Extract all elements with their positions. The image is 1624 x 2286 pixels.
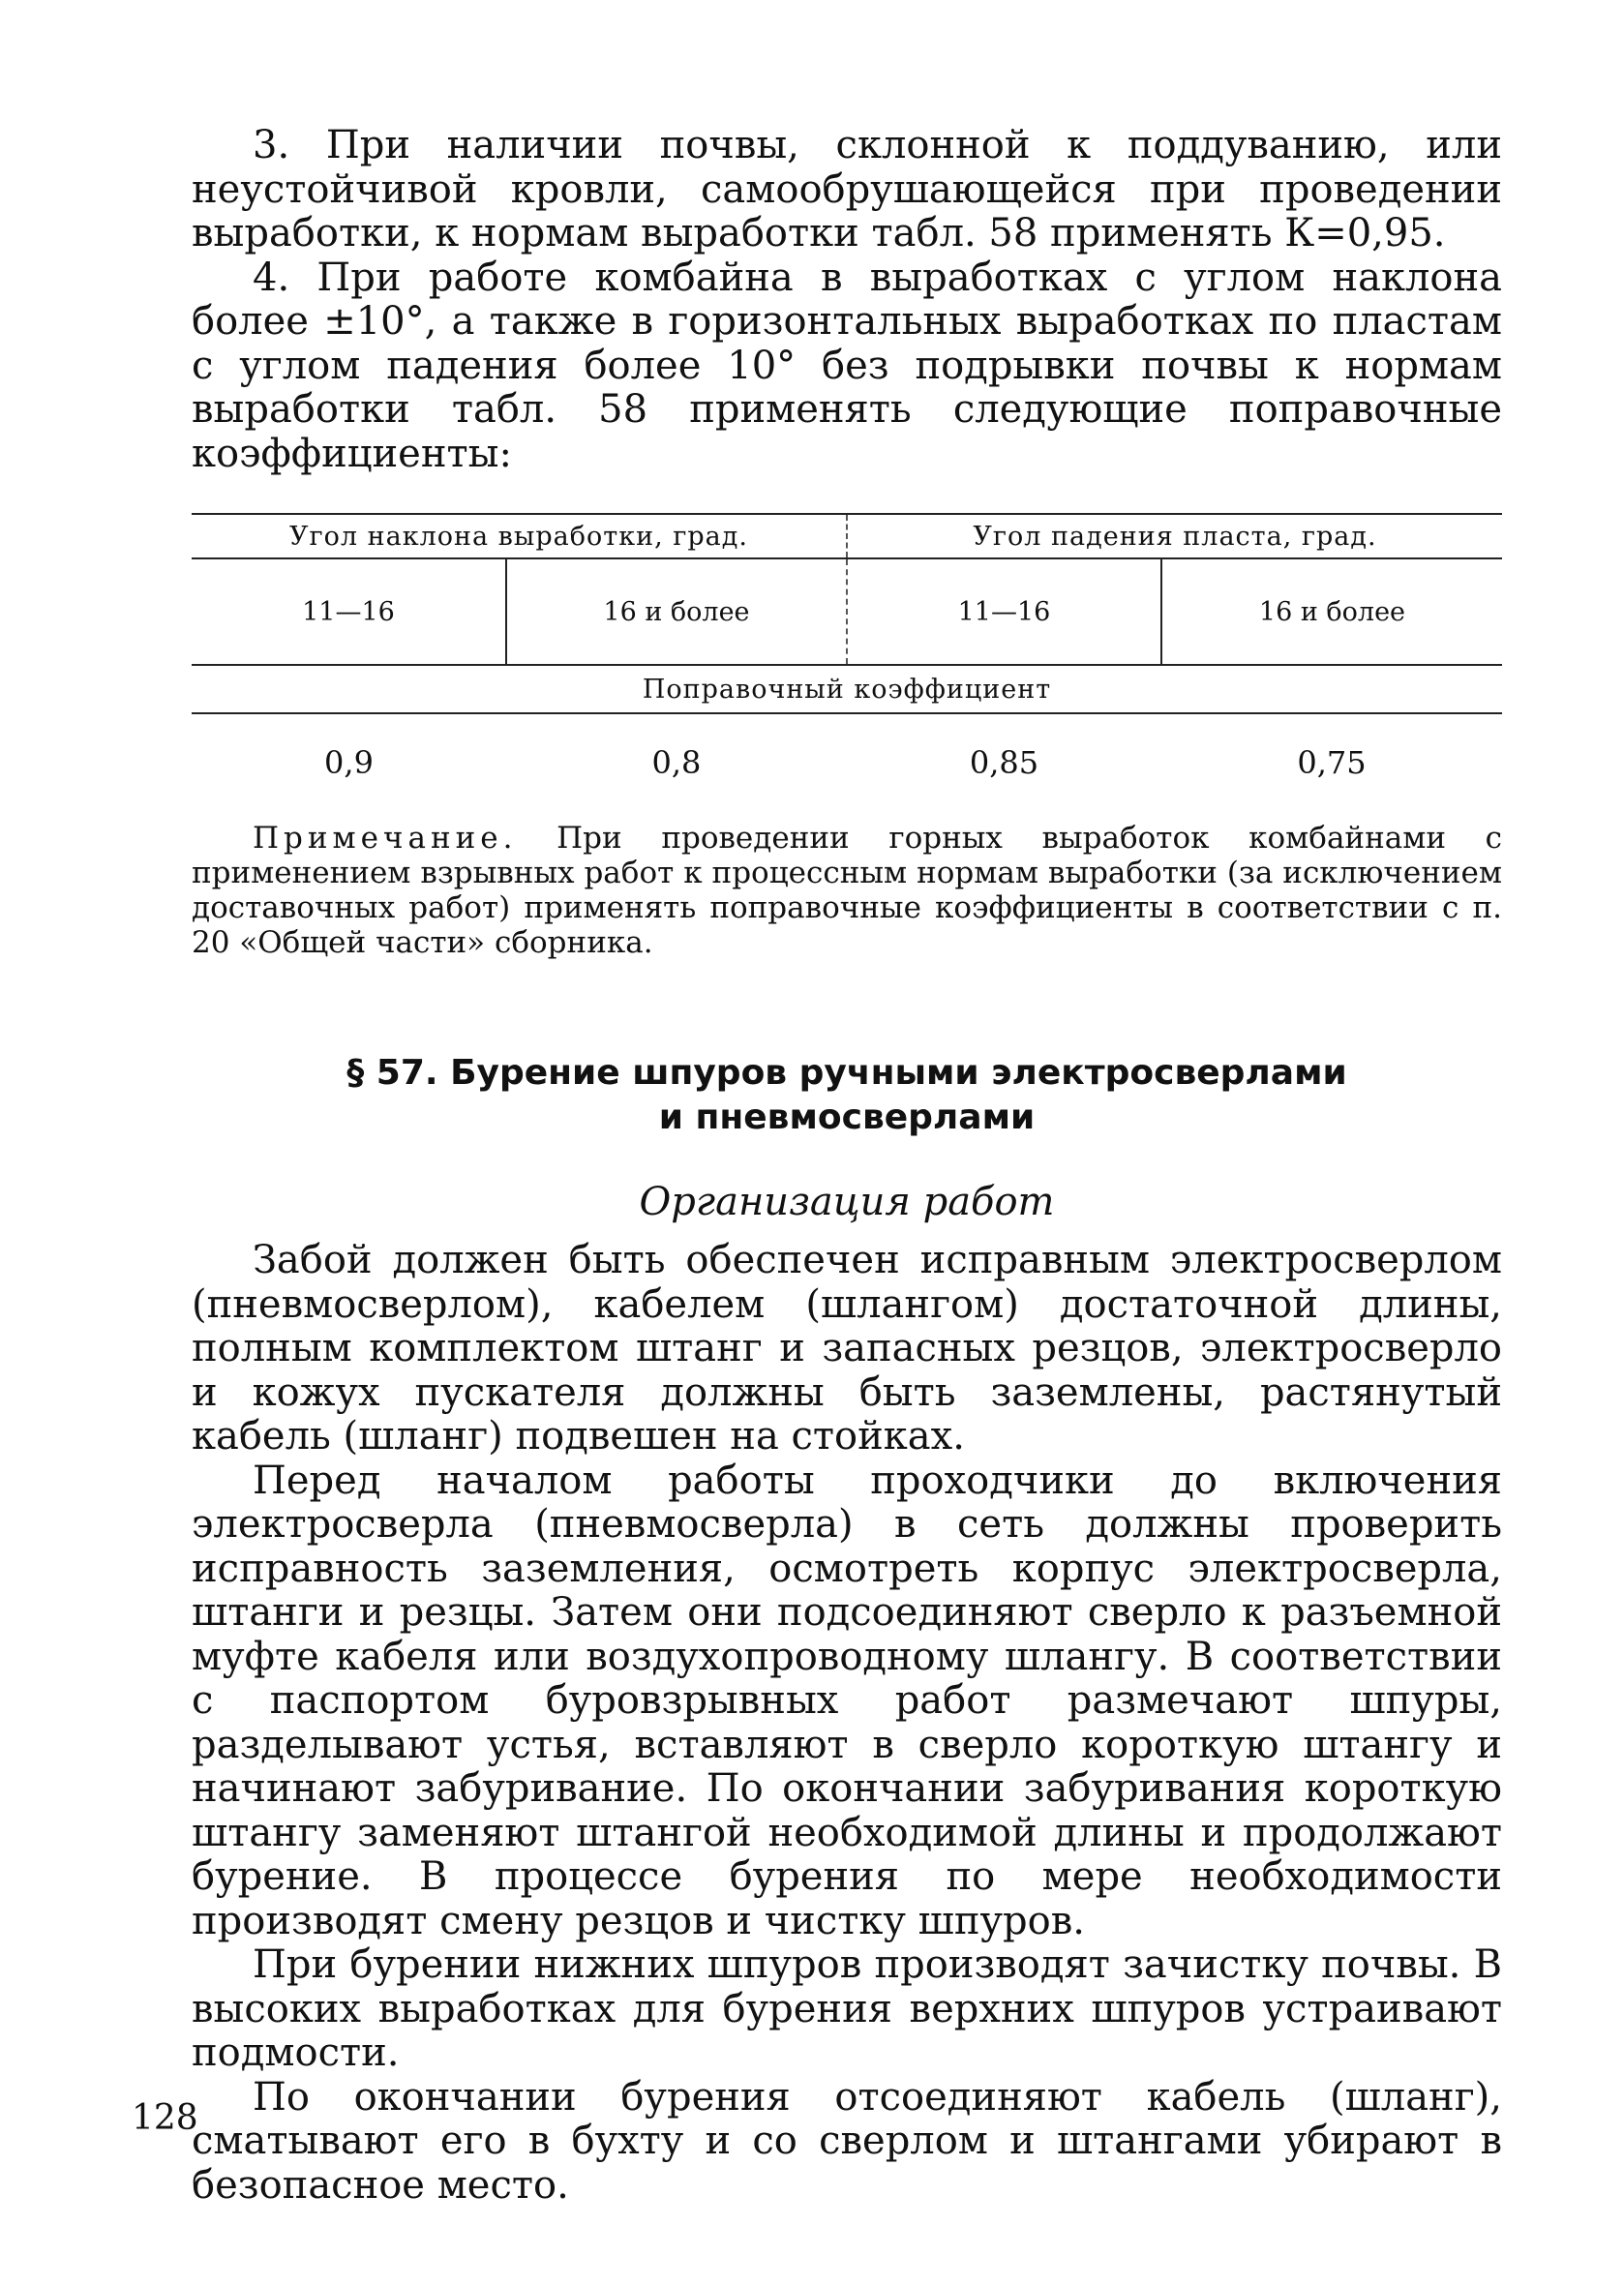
value-cell-1: 0,9 (324, 744, 374, 781)
header-working-angle: Угол наклона выработки, град. (192, 514, 847, 558)
table-coef-header-row (192, 665, 1502, 713)
range-cell-4: 16 и более (1161, 558, 1502, 665)
body-paragraph-3: При бурении нижних шпуров производят зачистку почвы. В высоких выработках для бурения верхних шпуров устраивают подмости. (192, 1942, 1502, 2075)
page-number: 128 (132, 2098, 198, 2138)
section-title (192, 1051, 1502, 1140)
paragraph-item-4: 4. При работе комбайна в выработках с углом наклона более ±10°, а также в горизонтальных выработках по пластам с углом падения более 10° без подрывки почвы к нормам выработки табл. 58 применять следующие поправочные коэффициенты: (192, 255, 1502, 476)
range-cell-3: 11—16 (847, 558, 1161, 665)
body-paragraph-2: Перед началом работы проходчики до включения электросверла (пневмосверла) в сеть должны проверить исправность заземления, осмотреть корпус электросверла, штанги и резцы. Затем они подсоединяют сверло к разъемной муфте кабеля или воздухопроводному шлангу. В соответствии с паспортом буровзрывных работ размечают шпуры, разделывают устья, вставляют в сверло короткую штангу и начинают забуривание. По окончании забуривания короткую штангу заменяют штангой необходимой длины и продолжают бурение. В процессе бурения по мере необходимости производят смену резцов и чистку шпуров. (192, 1458, 1502, 1943)
header-seam-dip: Угол падения пласта, град. (847, 514, 1502, 558)
coefficient-table (192, 513, 1502, 811)
section-title-line-1: § 57. Бурение шпуров ручными электросверлами (346, 1053, 1347, 1093)
section-subtitle: Организация работ (639, 1180, 1055, 1224)
value-cell-3: 0,85 (969, 744, 1039, 781)
paragraph-item-3: 3. При наличии почвы, склонной к поддуванию, или неустойчивой кровли, самообрушающейся при проведении выработки, к нормам выработки табл. 58 применять К=0,95. (192, 123, 1502, 256)
note-text: При проведении горных выработок комбайнами с применением взрывных работ к процессным нормам выработки (за исключением доставочных работ) применять поправочные коэффициенты в соответствии с п. 20 «Общей части» сборника. (192, 821, 1503, 960)
range-cell-2: 16 и более (506, 558, 847, 665)
range-cell-1: 11—16 (192, 558, 506, 665)
note-label: Примечание. (253, 821, 518, 856)
body-paragraph-4: По окончании бурения отсоединяют кабель (шланг), сматывают его в бухту и со сверлом и штангами убирают в безопасное место. (192, 2074, 1502, 2208)
value-cell-2: 0,8 (651, 744, 702, 781)
table-values-row (192, 713, 1502, 811)
table-header-row (192, 514, 1502, 558)
section-title-line-2: и пневмосверлами (658, 1098, 1036, 1137)
coef-header: Поправочный коэффициент (192, 665, 1502, 713)
table-ranges-row (192, 558, 1502, 665)
body-paragraph-1: Забой должен быть обеспечен исправным электросверлом (пневмосверлом), кабелем (шлангом) достаточной длины, полным комплектом штанг и запасных резцов, электросверло и кожух пускателя должны быть заземлены, растянутый кабель (шланг) подвешен на стойках. (192, 1238, 1502, 1459)
value-cell-4: 0,75 (1297, 744, 1367, 781)
coefficient-table-wrapper (192, 513, 1502, 811)
table-note (192, 821, 1502, 960)
page-content (192, 124, 1502, 2208)
